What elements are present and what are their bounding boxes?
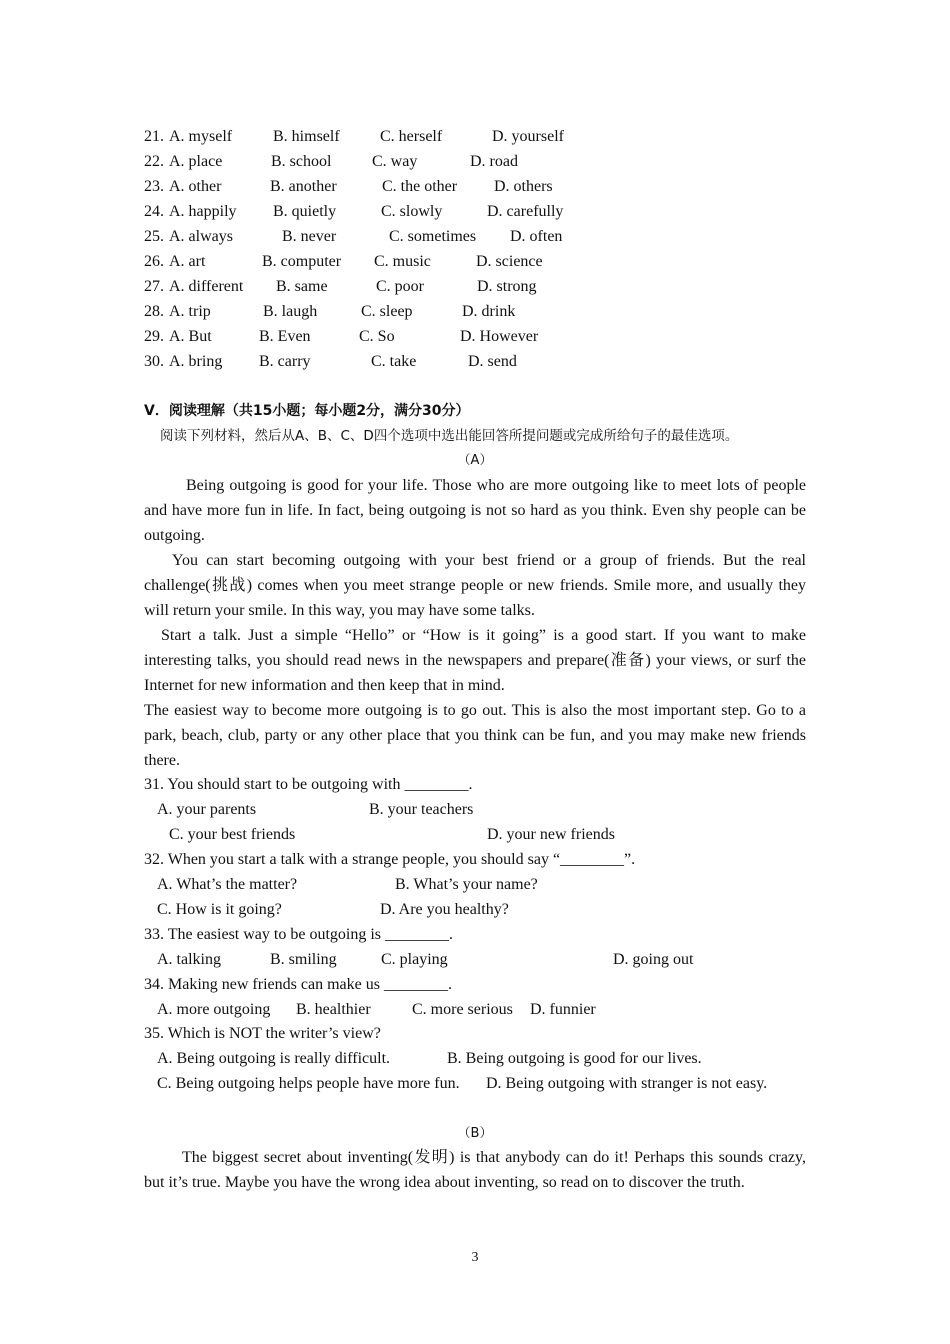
option-number: 28. xyxy=(144,303,164,320)
option-a: A. Being outgoing is really difficult. xyxy=(157,1050,391,1067)
passage-a-label: （A） xyxy=(457,453,493,468)
option-c: C. way xyxy=(372,153,418,170)
option-b: B. computer xyxy=(262,253,342,270)
option-number: 29. xyxy=(144,328,164,345)
option-c: C. playing xyxy=(381,951,448,968)
option-b: B. never xyxy=(282,228,337,245)
option-c: C. take xyxy=(371,353,417,370)
option-d: D. Are you healthy? xyxy=(380,901,509,918)
option-a: A. talking xyxy=(157,951,221,968)
passage-a-paragraph-1: Being outgoing is good for your life. Those who are more outgoing like to meet lots of people and have more fun in life. In fact, being outgoing is not so hard as you think. Even shy people can be outgoing. xyxy=(144,477,806,544)
option-a: A. art xyxy=(169,253,206,270)
option-d: D. strong xyxy=(477,278,537,295)
option-c: C. sleep xyxy=(361,303,413,320)
option-d: D. others xyxy=(494,178,553,195)
option-number: 26. xyxy=(144,253,164,270)
question-stem: 33. The easiest way to be outgoing is ________. xyxy=(144,926,453,943)
option-b: B. your teachers xyxy=(369,801,474,818)
page-number: 3 xyxy=(471,1250,479,1265)
option-b: B. school xyxy=(271,153,332,170)
option-a: A. more outgoing xyxy=(157,1001,271,1018)
option-c: C. herself xyxy=(380,128,443,145)
option-d: D. send xyxy=(468,353,517,370)
option-b: B. same xyxy=(276,278,328,295)
option-c: C. So xyxy=(359,328,395,345)
option-d: D. Being outgoing with stranger is not easy. xyxy=(486,1075,768,1092)
option-c: C. How is it going? xyxy=(157,901,282,918)
question-stem: 34. Making new friends can make us ________. xyxy=(144,976,452,993)
option-d: D. drink xyxy=(462,303,516,320)
option-a: A. myself xyxy=(169,128,233,145)
option-number: 25. xyxy=(144,228,164,245)
option-d: D. your new friends xyxy=(487,826,615,843)
option-b: B. another xyxy=(270,178,337,195)
option-d: D. road xyxy=(470,153,518,170)
question-stem: 35. Which is NOT the writer’s view? xyxy=(144,1025,381,1042)
option-c: C. your best friends xyxy=(169,826,296,843)
passage-a-paragraph-3: Start a talk. Just a simple “Hello” or “How is it going” is a good start. If you want to make interesting talks, you should read news in the newspapers and prepare(准备) your views, or surf the Internet for new information and then keep that in mind. xyxy=(144,627,806,694)
option-b: B. healthier xyxy=(296,1001,371,1018)
option-a: A. other xyxy=(169,178,222,195)
option-b: B. Being outgoing is good for our lives. xyxy=(447,1050,702,1067)
passage-a-paragraph-2: You can start becoming outgoing with your best friend or a group of friends. But the real challenge(挑战) comes when you meet strange people or new friends. Smile more, and usually they will return your smile. In this way, you may have some talks. xyxy=(144,552,806,619)
option-b: B. Even xyxy=(259,328,311,345)
option-number: 21. xyxy=(144,128,164,145)
option-c: C. sometimes xyxy=(389,228,477,245)
option-d: D. carefully xyxy=(487,203,564,220)
option-d: D. science xyxy=(476,253,543,270)
option-number: 24. xyxy=(144,203,164,220)
option-a: A. bring xyxy=(169,353,223,370)
option-a: A. What’s the matter? xyxy=(157,876,298,893)
option-c: C. more serious xyxy=(412,1001,513,1018)
option-c: C. poor xyxy=(376,278,424,295)
option-a: A. your parents xyxy=(157,801,257,818)
option-b: B. himself xyxy=(273,128,340,145)
option-b: B. carry xyxy=(259,353,311,370)
option-d: D. going out xyxy=(613,951,694,968)
section-instruction: 阅读下列材料，然后从A、B、C、D四个选项中选出能回答所提问题或完成所给句子的最佳选项。 xyxy=(160,428,739,444)
passage-a-paragraph-4: The easiest way to become more outgoing is to go out. This is also the most important step. Go to a park, beach, club, party or any other place that you think can be fun, and you may make new friends there. xyxy=(144,702,806,769)
option-c: C. Being outgoing helps people have more fun. xyxy=(157,1075,460,1092)
option-a: A. always xyxy=(169,228,233,245)
option-a: A. But xyxy=(169,328,212,345)
question-stem: 32. When you start a talk with a strange people, you should say “________”. xyxy=(144,851,636,868)
option-a: A. place xyxy=(169,153,223,170)
question-stem: 31. You should start to be outgoing with ________. xyxy=(144,776,473,793)
option-b: B. smiling xyxy=(270,951,337,968)
option-d: D. funnier xyxy=(530,1001,596,1018)
option-number: 30. xyxy=(144,353,164,370)
option-number: 23. xyxy=(144,178,164,195)
option-c: C. slowly xyxy=(381,203,443,220)
section-heading: V．阅读理解（共15小题；每小题2分，满分30分） xyxy=(144,403,470,419)
option-d: D. However xyxy=(460,328,539,345)
option-d: D. yourself xyxy=(492,128,564,145)
option-a: A. different xyxy=(169,278,244,295)
option-c: C. music xyxy=(374,253,431,270)
option-a: A. trip xyxy=(169,303,211,320)
option-number: 27. xyxy=(144,278,164,295)
passage-b-label: （B） xyxy=(457,1126,493,1141)
passage-b-paragraph-1: The biggest secret about inventing(发明) is that anybody can do it! Perhaps this sounds crazy, but it’s true. Maybe you have the wrong idea about inventing, so read on to discover the truth. xyxy=(144,1149,806,1191)
option-b: B. quietly xyxy=(273,203,337,220)
option-d: D. often xyxy=(510,228,563,245)
option-b: B. What’s your name? xyxy=(395,876,538,893)
option-a: A. happily xyxy=(169,203,237,220)
option-b: B. laugh xyxy=(263,303,318,320)
option-c: C. the other xyxy=(382,178,458,195)
option-number: 22. xyxy=(144,153,164,170)
